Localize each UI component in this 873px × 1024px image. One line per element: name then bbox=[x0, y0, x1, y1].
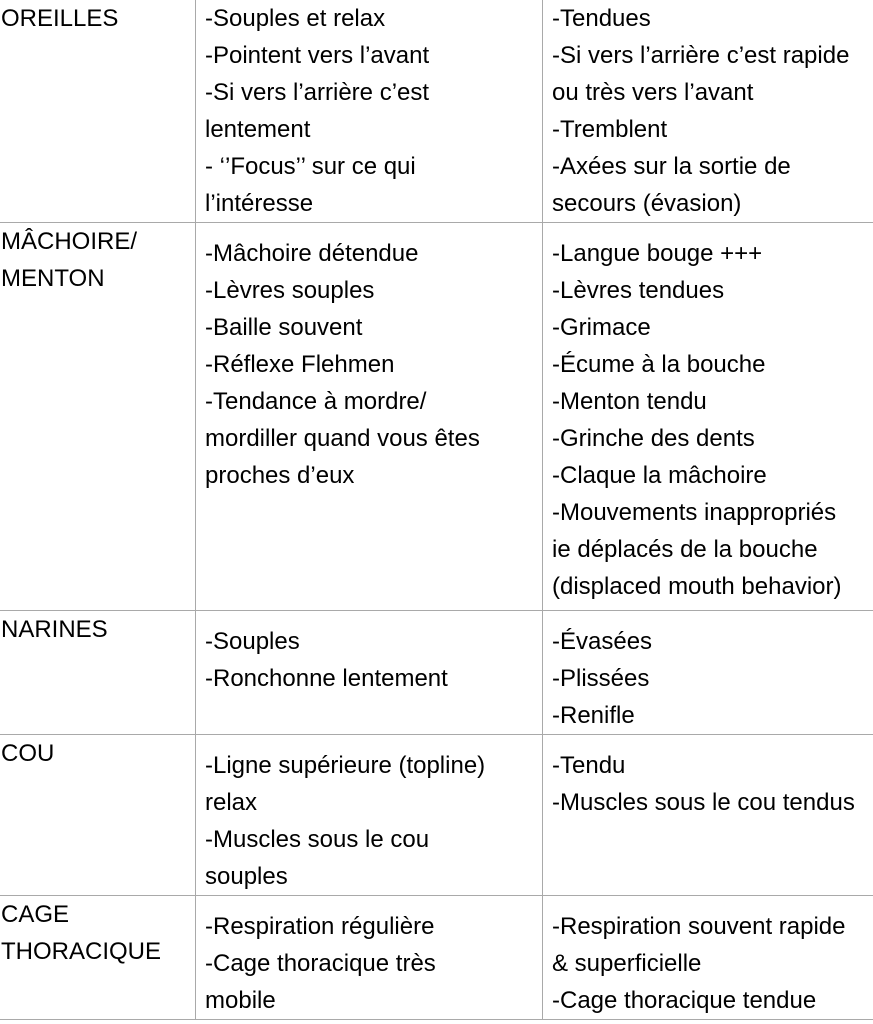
table-row bbox=[0, 611, 873, 735]
row-label-cell bbox=[0, 0, 196, 223]
row-label-cell bbox=[0, 735, 196, 896]
relaxed-sign: l’intéresse bbox=[205, 190, 314, 217]
stressed-sign: -Renifle bbox=[552, 702, 635, 729]
stressed-sign: -Menton tendu bbox=[552, 388, 707, 415]
row-label-cell bbox=[0, 896, 196, 1020]
relaxed-sign: -Souples et relax bbox=[205, 5, 386, 32]
relaxed-sign: -Ronchonne lentement bbox=[205, 665, 448, 692]
relaxed-signs-cell bbox=[196, 611, 543, 735]
relaxed-sign: -Mâchoire détendue bbox=[205, 240, 419, 267]
relaxed-sign: mobile bbox=[205, 987, 276, 1014]
stressed-sign: -Cage thoracique tendue bbox=[552, 987, 817, 1014]
table-row bbox=[0, 896, 873, 1020]
table-row bbox=[0, 0, 873, 223]
relaxed-sign: relax bbox=[205, 789, 258, 816]
row-label-cell bbox=[0, 611, 196, 735]
relaxed-sign: -Ligne supérieure (topline) bbox=[205, 752, 486, 779]
stressed-sign: -Évasées bbox=[552, 628, 653, 655]
row-label: NARINES bbox=[1, 616, 108, 643]
row-label: COU bbox=[1, 740, 55, 767]
relaxed-sign: lentement bbox=[205, 116, 311, 143]
relaxed-sign: -Respiration régulière bbox=[205, 913, 435, 940]
stressed-sign: -Tremblent bbox=[552, 116, 668, 143]
relaxed-signs-cell bbox=[196, 0, 543, 223]
stressed-sign: -Grimace bbox=[552, 314, 651, 341]
row-label: CAGE bbox=[1, 901, 70, 928]
table-row bbox=[0, 735, 873, 896]
relaxed-signs-cell bbox=[196, 896, 543, 1020]
relaxed-sign: -Souples bbox=[205, 628, 300, 655]
relaxed-sign: mordiller quand vous êtes bbox=[205, 425, 480, 452]
table-row bbox=[0, 223, 873, 611]
stressed-sign: secours (évasion) bbox=[552, 190, 742, 217]
relaxed-sign: -Muscles sous le cou bbox=[205, 826, 430, 853]
stressed-signs-cell bbox=[543, 0, 873, 223]
stressed-sign: -Axées sur la sortie de bbox=[552, 153, 791, 180]
row-label: THORACIQUE bbox=[1, 938, 162, 965]
row-label: MÂCHOIRE/ bbox=[1, 228, 138, 255]
relaxed-sign: - ‘’Focus’’ sur ce qui bbox=[205, 153, 416, 180]
relaxed-sign: -Cage thoracique très bbox=[205, 950, 436, 977]
relaxed-sign: -Lèvres souples bbox=[205, 277, 375, 304]
stressed-sign: -Tendues bbox=[552, 5, 651, 32]
row-label: OREILLES bbox=[1, 5, 119, 32]
stressed-sign: -Si vers l’arrière c’est rapide bbox=[552, 42, 850, 69]
relaxed-sign: -Tendance à mordre/ bbox=[205, 388, 427, 415]
row-label: MENTON bbox=[1, 265, 105, 292]
stressed-signs-cell bbox=[543, 896, 873, 1020]
stressed-sign: & superficielle bbox=[552, 950, 702, 977]
relaxed-sign: -Réflexe Flehmen bbox=[205, 351, 395, 378]
relaxed-sign: -Si vers l’arrière c’est bbox=[205, 79, 430, 106]
stressed-sign: ie déplacés de la bouche bbox=[552, 536, 818, 563]
stressed-sign: -Claque la mâchoire bbox=[552, 462, 767, 489]
stressed-sign: -Grinche des dents bbox=[552, 425, 755, 452]
relaxed-sign: proches d’eux bbox=[205, 462, 355, 489]
stressed-signs-cell bbox=[543, 223, 873, 611]
stressed-sign: -Muscles sous le cou tendus bbox=[552, 789, 855, 816]
stressed-sign: ou très vers l’avant bbox=[552, 79, 754, 106]
stressed-sign: -Plissées bbox=[552, 665, 650, 692]
relaxed-signs-cell bbox=[196, 735, 543, 896]
stressed-sign: -Lèvres tendues bbox=[552, 277, 725, 304]
stressed-signs-cell bbox=[543, 735, 873, 896]
stressed-sign: -Langue bouge +++ bbox=[552, 240, 763, 267]
relaxed-sign: -Pointent vers l’avant bbox=[205, 42, 430, 69]
stressed-sign: -Écume à la bouche bbox=[552, 351, 766, 378]
stressed-sign: -Respiration souvent rapide bbox=[552, 913, 846, 940]
row-label-cell bbox=[0, 223, 196, 611]
stressed-sign: -Tendu bbox=[552, 752, 626, 779]
stressed-sign: -Mouvements inappropriés bbox=[552, 499, 837, 526]
relaxed-signs-cell bbox=[196, 223, 543, 611]
relaxed-sign: souples bbox=[205, 863, 288, 890]
stressed-signs-cell bbox=[543, 611, 873, 735]
relaxed-sign: -Baille souvent bbox=[205, 314, 363, 341]
stressed-sign: (displaced mouth behavior) bbox=[552, 573, 842, 600]
